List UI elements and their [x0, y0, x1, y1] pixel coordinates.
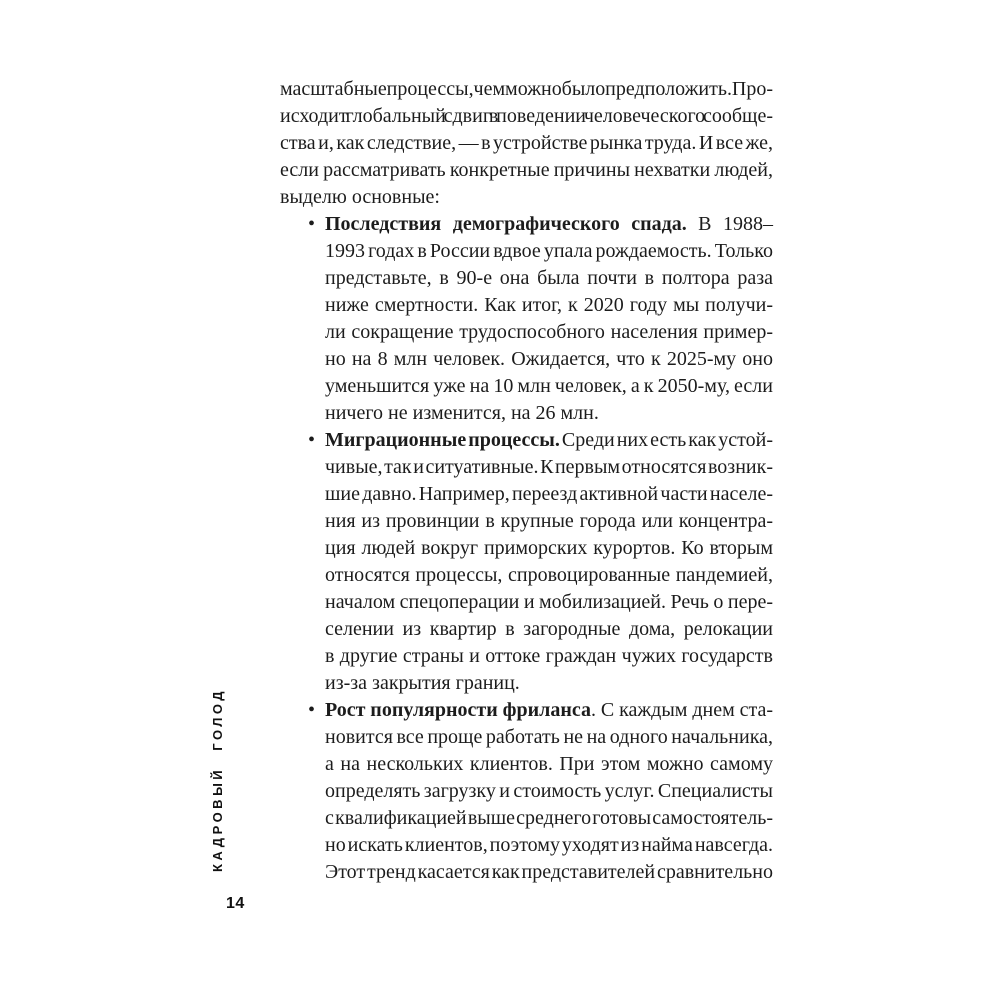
text-line: [325, 265, 773, 292]
text-line-content: ства и, как следствие, — в устройстве рынка труда. И все же,: [280, 132, 773, 154]
bullet-item: [308, 697, 774, 886]
text-line: [325, 373, 773, 400]
text-line: [325, 832, 773, 859]
text-line-content: представьте, в 90-е она была почти в полтора раза: [325, 267, 773, 289]
text-line: [280, 76, 773, 103]
text-line-content: новится все проще работать не на одного начальника,: [325, 726, 773, 748]
text-line-content: ниже смертности. Как итог, к 2020 году мы получи-: [325, 294, 773, 316]
text-line: [325, 400, 773, 427]
page-content: [280, 76, 773, 886]
text-line-content: селении из квартир в загородные дома, релокации: [325, 618, 773, 640]
text-line-content: Рост популярности фриланса. С каждым днем ста-: [325, 699, 774, 721]
text-line-content: в другие страны и оттоке граждан чужих государств: [325, 645, 773, 667]
text-line-content: уменьшится уже на 10 млн человек, а к 2050-му, если: [325, 375, 773, 397]
text-line-content: 1993 годах в России вдвое упала рождаемость. Только: [325, 240, 773, 262]
text-line-content: если рассматривать конкретные причины нехватки людей,: [280, 159, 773, 181]
text-line: [325, 427, 773, 454]
bullet-icon: •: [308, 699, 316, 721]
bullet-icon: •: [308, 213, 316, 235]
text-line: [280, 103, 773, 130]
intro-paragraph: [280, 76, 773, 211]
text-line: [325, 724, 773, 751]
book-title-vertical: КАДРОВЫЙ ГОЛОД: [210, 687, 225, 872]
text-line: [325, 697, 773, 724]
text-line: [280, 157, 773, 184]
text-line-content: шие давно. Например, переезд активной части населе-: [325, 483, 773, 505]
text-line-content: но на 8 млн человек. Ожидается, что к 2025-му оно: [325, 348, 773, 370]
text-line-content: началом спецоперации и мобилизацией. Речь о пере-: [325, 591, 773, 613]
text-line: [325, 670, 773, 697]
text-line: [325, 643, 773, 670]
text-line-content: Последствия демографического спада. В 1988–: [325, 213, 773, 235]
text-line: [280, 130, 773, 157]
text-line: [325, 508, 773, 535]
text-line-content: с квалификацией выше среднего готовы самостоятель-: [325, 807, 773, 829]
bold-lead-text: Миграционные процессы.: [325, 429, 560, 451]
text-line-content: ли сокращение трудоспособного населения пример-: [325, 321, 773, 343]
text-line-content: чивые, так и ситуативные. К первым относятся возник-: [325, 456, 773, 478]
text-line-content: ция людей вокруг приморских курортов. Ко вторым: [325, 537, 773, 559]
bold-lead-text: Рост популярности фриланса: [325, 699, 591, 721]
text-line: [325, 589, 773, 616]
text-line-content: а на нескольких клиентов. При этом можно самому: [325, 753, 773, 775]
text-line: [280, 184, 773, 211]
text-line: [325, 319, 773, 346]
text-line-content: но искать клиентов, поэтому уходят из найма навсегда.: [325, 834, 773, 856]
text-line: [325, 562, 773, 589]
text-line: [325, 805, 773, 832]
text-line: [325, 211, 773, 238]
text-line: [325, 481, 773, 508]
text-line-content: выделю основные:: [280, 186, 440, 208]
text-line-content: Миграционные процессы. Среди них есть как устой-: [325, 429, 774, 451]
bold-lead-text: Последствия демографического спада.: [325, 213, 687, 235]
page-number: 14: [226, 895, 245, 912]
text-line: [325, 292, 773, 319]
text-line-content: масштабные процессы, чем можно было предположить. Про-: [280, 78, 773, 100]
text-line-content: определять загрузку и стоимость услуг. Специалисты: [325, 780, 773, 802]
text-line: [325, 535, 773, 562]
bullet-item: [308, 211, 773, 427]
text-line: [325, 751, 773, 778]
text-line-content: ничего не изменится, на 26 млн.: [325, 402, 599, 424]
text-line: [325, 346, 773, 373]
text-line-content: относятся процессы, спровоцированные пандемией,: [325, 564, 773, 586]
text-line: [325, 859, 773, 886]
text-line: [325, 238, 773, 265]
text-line-content: ния из провинции в крупные города или концентра-: [325, 510, 773, 532]
text-line: [325, 454, 773, 481]
text-line-content: исходит глобальный сдвиг в поведении человеческого сообще-: [280, 105, 773, 127]
bullet-list: [308, 211, 774, 886]
text-line: [325, 616, 773, 643]
bullet-item: [308, 427, 774, 697]
text-line: [325, 778, 773, 805]
bullet-icon: •: [308, 429, 316, 451]
text-line-content: из-за закрытия границ.: [325, 672, 520, 694]
text-line-content: Этот тренд касается как представителей сравнительно: [325, 861, 773, 883]
